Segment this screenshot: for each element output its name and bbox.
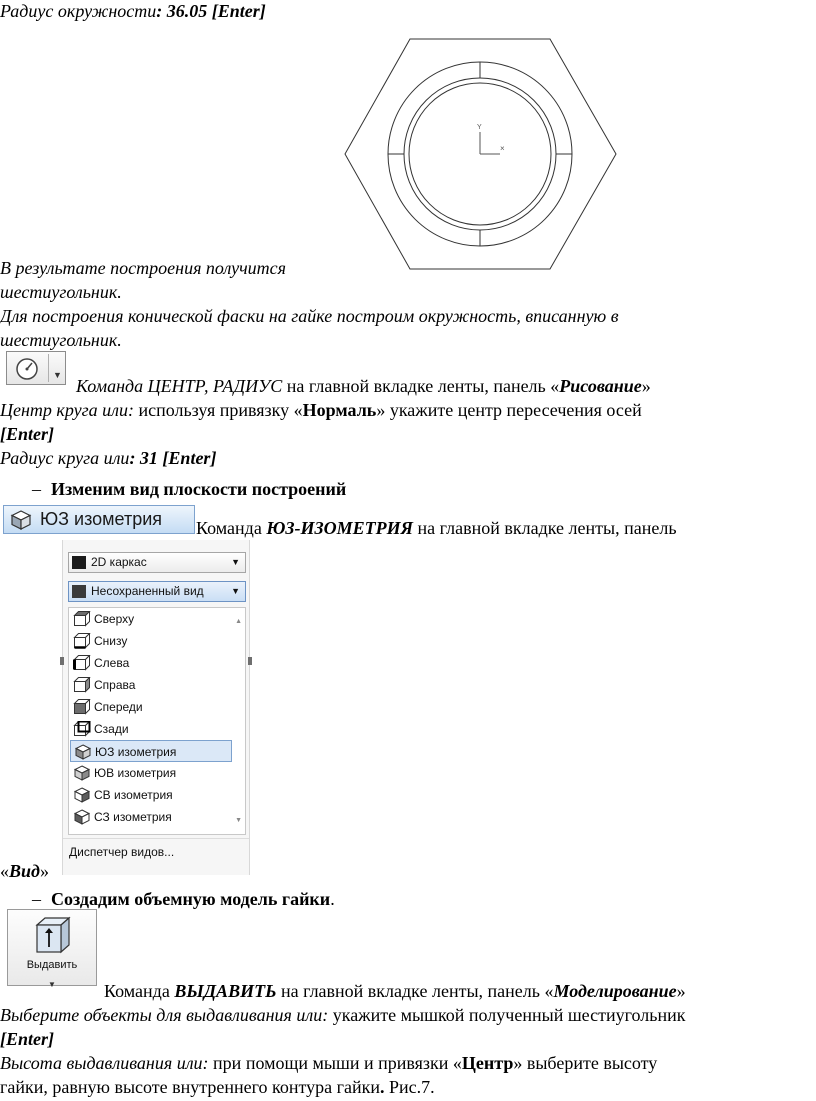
drawing-panel-name: Рисование [559,376,642,396]
view-manager-link[interactable]: Диспетчер видов... [69,845,175,859]
view-item-front[interactable] [70,696,232,718]
circle-command-name: Команда ЦЕНТР, РАДИУС [76,376,283,396]
panel-divider [63,838,249,839]
result-text-line2: шестиугольник. [0,282,122,302]
enter-key-1: [Enter] [0,424,54,444]
button-separator [48,354,49,382]
extrude-height-text-a: при помощи мыши и привязки « [208,1053,462,1073]
close-quote: » [641,376,651,396]
view-item-se-isometric[interactable] [70,762,232,784]
extrude-height-dot: . [380,1077,385,1097]
extrude-command-text-a: Команда [104,981,175,1001]
view-item-top[interactable] [70,608,232,630]
extrude-height-prompt: Высота выдавливания или: [0,1053,209,1073]
saved-view-combo[interactable] [68,581,246,602]
select-objects-text: укажите мышкой полученный шестиугольник [328,1005,686,1025]
center-text-a: используя привязку « [133,400,303,420]
enter-key-2: [Enter] [0,1029,54,1049]
panel-grip-left [60,657,64,665]
circle-command-line [76,375,651,398]
circle-command-text: на главной вкладке ленты, панель « [282,376,560,396]
view-item-right[interactable] [70,674,232,696]
circle-radius-prompt: Радиус окружности [0,1,157,21]
normal-snap-name: Нормаль [302,400,377,420]
view-item-sw-isometric[interactable] [70,740,232,762]
select-objects-prompt: Выберите объекты для выдавливания или: [0,1005,329,1025]
iso-command-line [196,517,677,540]
view-item-bottom[interactable] [70,630,232,652]
close-quote: » [676,981,686,1001]
view-nw-iso-icon [73,809,91,825]
radius-prompt-line [0,447,216,470]
view-item-label: СВ изометрия [94,788,173,802]
view-front-icon [73,699,91,715]
view-ne-iso-icon [73,787,91,803]
view-manager-icon [72,585,86,598]
view-item-nw-isometric[interactable] [70,806,232,828]
radius-value: : 31 [Enter] [129,448,217,468]
sw-isometry-label: ЮЗ изометрия [40,509,163,529]
sw-isometric-cube-icon [10,510,32,530]
circle-center-radius-icon [14,356,40,382]
extrude-height-text-b: » выберите высоту [513,1053,658,1073]
view-right-icon [73,677,91,693]
iso-command-text-a: Команда [196,518,267,538]
view-item-label: Спереди [94,700,143,714]
view-left-icon [73,655,91,671]
radius-prompt: Радиус круга или [0,448,130,468]
chevron-down-icon: ▼ [231,557,240,567]
extrude-height-line2 [0,1076,435,1099]
extrude-height-text-c: гайки, равную высоте внутреннего контура гайки [0,1077,381,1097]
heading-model-text: Создадим объемную модель гайки [51,889,331,909]
heading-create-model [32,888,335,911]
saved-view-label: Несохраненный вид [91,584,204,598]
view-item-label: Слева [94,656,130,670]
chamfer-text-line2: шестиугольник. [0,330,122,350]
view-item-label: Снизу [94,634,128,648]
iso-command-name: ЮЗ-ИЗОМЕТРИЯ [266,518,414,538]
wireframe-icon [72,556,86,569]
view-list [68,607,246,835]
view-item-label: Сзади [94,722,129,736]
view-item-back[interactable] [70,718,232,740]
extrude-label: Выдавить [26,959,78,971]
extrude-command-name: ВЫДАВИТЬ [174,981,277,1001]
circle-radius-line [0,0,266,23]
close-quote: » [39,861,49,881]
view-item-label: ЮЗ изометрия [95,745,177,759]
view-item-label: Сверху [94,612,135,626]
visual-style-combo[interactable] [68,552,246,573]
extrude-command-text-b: на главной вкладке ленты, панель « [276,981,554,1001]
center-prompt-line [0,399,642,422]
view-item-left[interactable] [70,652,232,674]
view-back-icon [73,721,91,737]
hexagon-nut-drawing [340,36,622,272]
view-item-ne-isometric[interactable] [70,784,232,806]
scroll-down-icon[interactable]: ▼ [235,817,242,824]
figure-reference: Рис.7. [384,1077,435,1097]
center-snap-name: Центр [461,1053,514,1073]
scroll-up-icon[interactable]: ▲ [235,618,242,625]
circle-radius-value: : 36.05 [Enter] [156,1,266,21]
circle-center-radius-button[interactable] [6,351,66,385]
chamfer-text-line1: Для построения конической фаски на гайке построим окружность, вписанную в [0,306,619,326]
heading-change-view [32,478,346,501]
heading-model-dot: . [330,889,335,909]
sw-isometry-button[interactable] [3,505,195,534]
center-text-b: » укажите центр пересечения осей [376,400,642,420]
view-panel-name: Вид [9,861,40,881]
modeling-panel-name: Моделирование [553,981,677,1001]
iso-command-text-b: на главной вкладке ленты, панель [413,518,677,538]
view-item-label: Справа [94,678,136,692]
open-quote: « [0,861,9,881]
heading-view-text: Изменим вид плоскости построений [51,479,347,499]
center-prompt: Центр круга или: [0,400,134,420]
view-se-iso-icon [73,765,91,781]
extrude-button[interactable] [7,909,97,989]
view-item-label: СЗ изометрия [94,810,172,824]
result-text-line1: В результате построения получится [0,258,287,278]
extrude-box-icon [33,915,73,955]
chevron-down-icon[interactable]: ▼ [48,980,56,989]
visual-style-label: 2D каркас [91,555,147,569]
dash-bullet: – [32,889,41,909]
view-top-icon [73,611,91,627]
view-item-label: ЮВ изометрия [94,766,177,780]
ucs-x-label: × [500,144,505,153]
dash-bullet: – [32,479,41,499]
view-panel [62,540,250,875]
panel-grip-right [248,657,252,665]
view-sw-iso-icon [74,744,92,760]
ucs-y-label: Y [477,124,482,131]
view-panel-caption [0,860,49,883]
extrude-height-line [0,1052,657,1075]
extrude-command-line [104,980,686,1003]
view-bottom-icon [73,633,91,649]
chevron-down-icon: ▼ [231,586,240,596]
chevron-down-icon[interactable]: ▼ [53,370,62,380]
select-objects-line [0,1004,686,1027]
